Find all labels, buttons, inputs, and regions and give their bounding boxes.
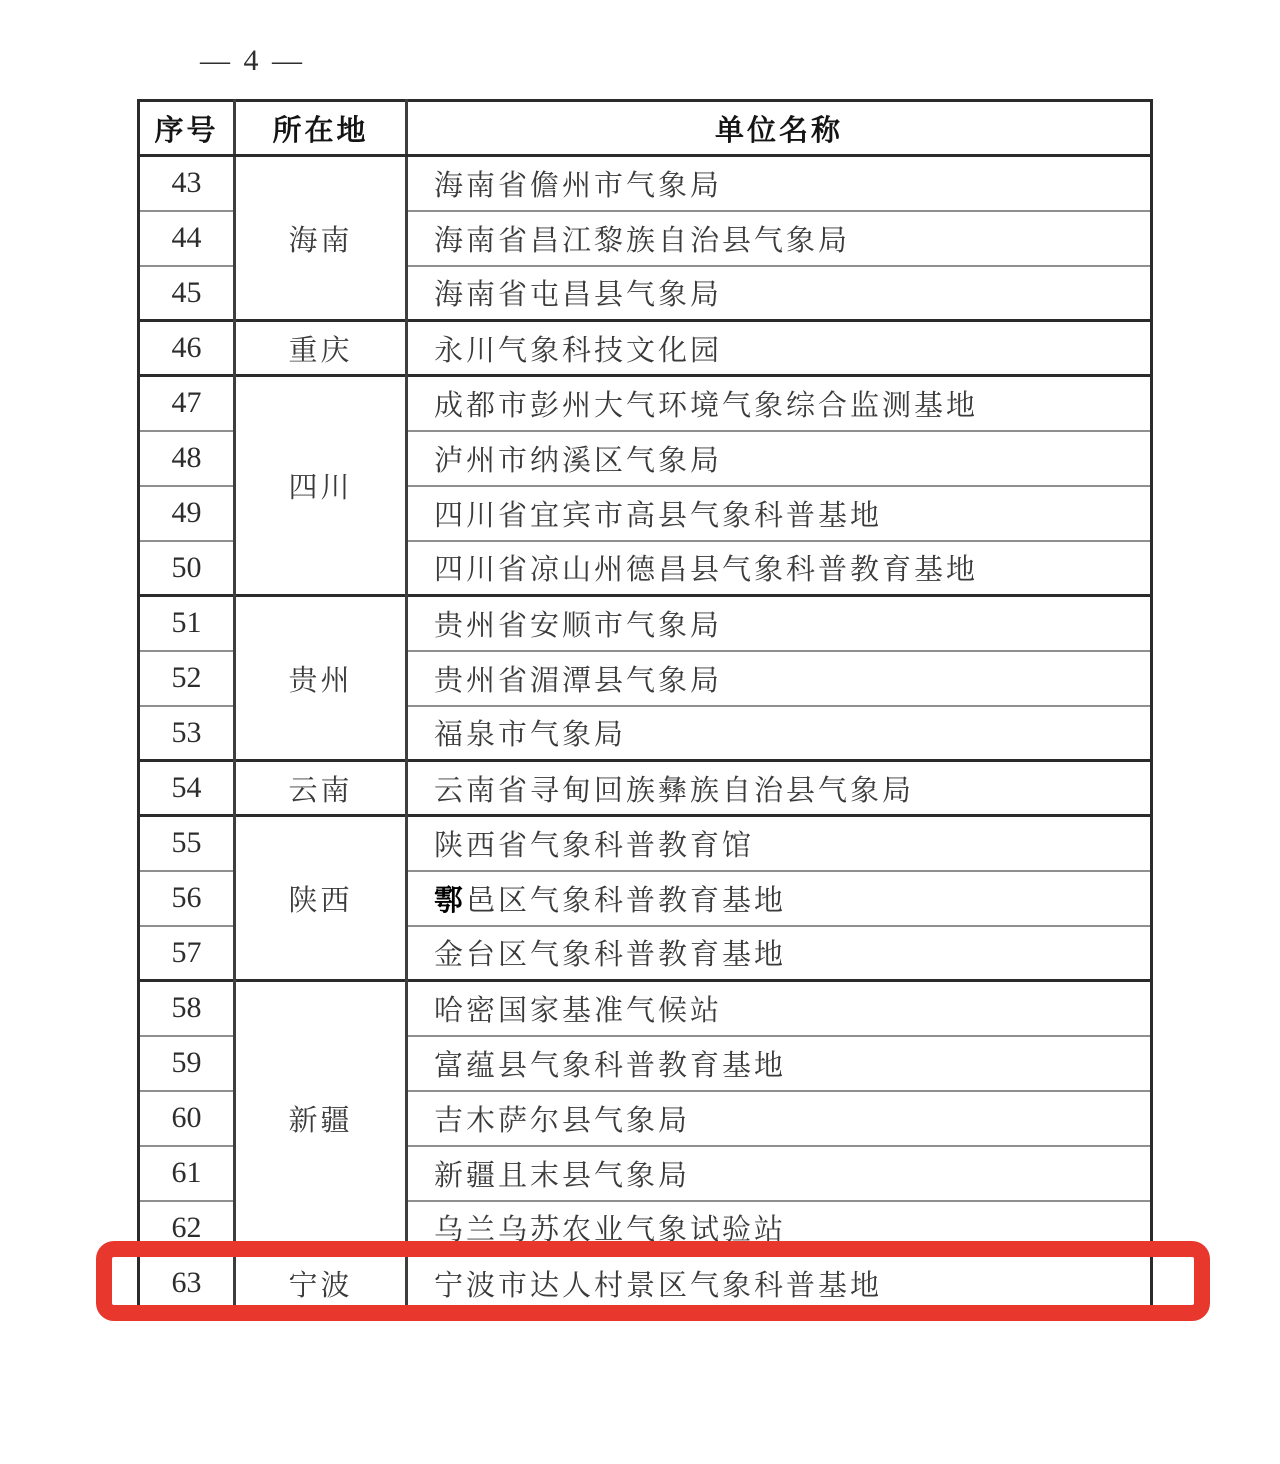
cell-unit-name: 鄠邑区气象科普教育基地 <box>407 871 1152 926</box>
table-header <box>139 101 1152 156</box>
cell-serial-number: 54 <box>139 761 235 816</box>
cell-serial-number: 50 <box>139 541 235 596</box>
cell-serial-number: 61 <box>139 1146 235 1201</box>
cell-location: 四川 <box>235 376 407 596</box>
cell-location: 陕西 <box>235 816 407 981</box>
unit-name-bold-prefix: 鄠 <box>434 884 467 917</box>
header-unit-name: 单位名称 <box>407 101 1152 156</box>
cell-serial-number: 45 <box>139 266 235 321</box>
units-table <box>137 99 1153 1312</box>
cell-unit-name: 海南省屯昌县气象局 <box>407 266 1152 321</box>
page-number: — 4 — <box>200 44 305 77</box>
table-row <box>139 596 1152 651</box>
table-header-row <box>139 101 1152 156</box>
cell-unit-name: 乌兰乌苏农业气象试验站 <box>407 1201 1152 1256</box>
cell-serial-number: 48 <box>139 431 235 486</box>
table-row <box>139 156 1152 211</box>
cell-serial-number: 62 <box>139 1201 235 1256</box>
cell-serial-number: 56 <box>139 871 235 926</box>
cell-location: 宁波 <box>235 1256 407 1311</box>
cell-unit-name: 贵州省安顺市气象局 <box>407 596 1152 651</box>
cell-serial-number: 47 <box>139 376 235 431</box>
cell-location: 贵州 <box>235 596 407 761</box>
cell-location: 云南 <box>235 761 407 816</box>
cell-serial-number: 49 <box>139 486 235 541</box>
cell-unit-name: 哈密国家基准气候站 <box>407 981 1152 1036</box>
cell-serial-number: 57 <box>139 926 235 981</box>
table-body <box>139 156 1152 1311</box>
header-serial-number: 序号 <box>139 101 235 156</box>
cell-unit-name: 海南省昌江黎族自治县气象局 <box>407 211 1152 266</box>
table-row <box>139 981 1152 1036</box>
cell-unit-name: 福泉市气象局 <box>407 706 1152 761</box>
cell-serial-number: 44 <box>139 211 235 266</box>
cell-unit-name: 金台区气象科普教育基地 <box>407 926 1152 981</box>
cell-serial-number: 58 <box>139 981 235 1036</box>
cell-unit-name: 成都市彭州大气环境气象综合监测基地 <box>407 376 1152 431</box>
cell-unit-name: 宁波市达人村景区气象科普基地 <box>407 1256 1152 1311</box>
cell-unit-name: 四川省凉山州德昌县气象科普教育基地 <box>407 541 1152 596</box>
cell-serial-number: 63 <box>139 1256 235 1311</box>
cell-unit-name: 四川省宜宾市高县气象科普基地 <box>407 486 1152 541</box>
cell-location: 重庆 <box>235 321 407 376</box>
cell-unit-name: 永川气象科技文化园 <box>407 321 1152 376</box>
cell-unit-name: 吉木萨尔县气象局 <box>407 1091 1152 1146</box>
cell-serial-number: 60 <box>139 1091 235 1146</box>
header-location: 所在地 <box>235 101 407 156</box>
cell-unit-name: 云南省寻甸回族彝族自治县气象局 <box>407 761 1152 816</box>
cell-serial-number: 43 <box>139 156 235 211</box>
cell-serial-number: 55 <box>139 816 235 871</box>
cell-location: 海南 <box>235 156 407 321</box>
cell-serial-number: 51 <box>139 596 235 651</box>
cell-serial-number: 59 <box>139 1036 235 1091</box>
table-row <box>139 321 1152 376</box>
cell-serial-number: 53 <box>139 706 235 761</box>
cell-location: 新疆 <box>235 981 407 1256</box>
cell-serial-number: 52 <box>139 651 235 706</box>
cell-unit-name: 泸州市纳溪区气象局 <box>407 431 1152 486</box>
cell-serial-number: 46 <box>139 321 235 376</box>
table-row <box>139 761 1152 816</box>
cell-unit-name: 海南省儋州市气象局 <box>407 156 1152 211</box>
cell-unit-name: 富蕴县气象科普教育基地 <box>407 1036 1152 1091</box>
table-row <box>139 1256 1152 1311</box>
table-row <box>139 376 1152 431</box>
cell-unit-name: 陕西省气象科普教育馆 <box>407 816 1152 871</box>
cell-unit-name: 新疆且末县气象局 <box>407 1146 1152 1201</box>
table-row <box>139 816 1152 871</box>
cell-unit-name: 贵州省湄潭县气象局 <box>407 651 1152 706</box>
